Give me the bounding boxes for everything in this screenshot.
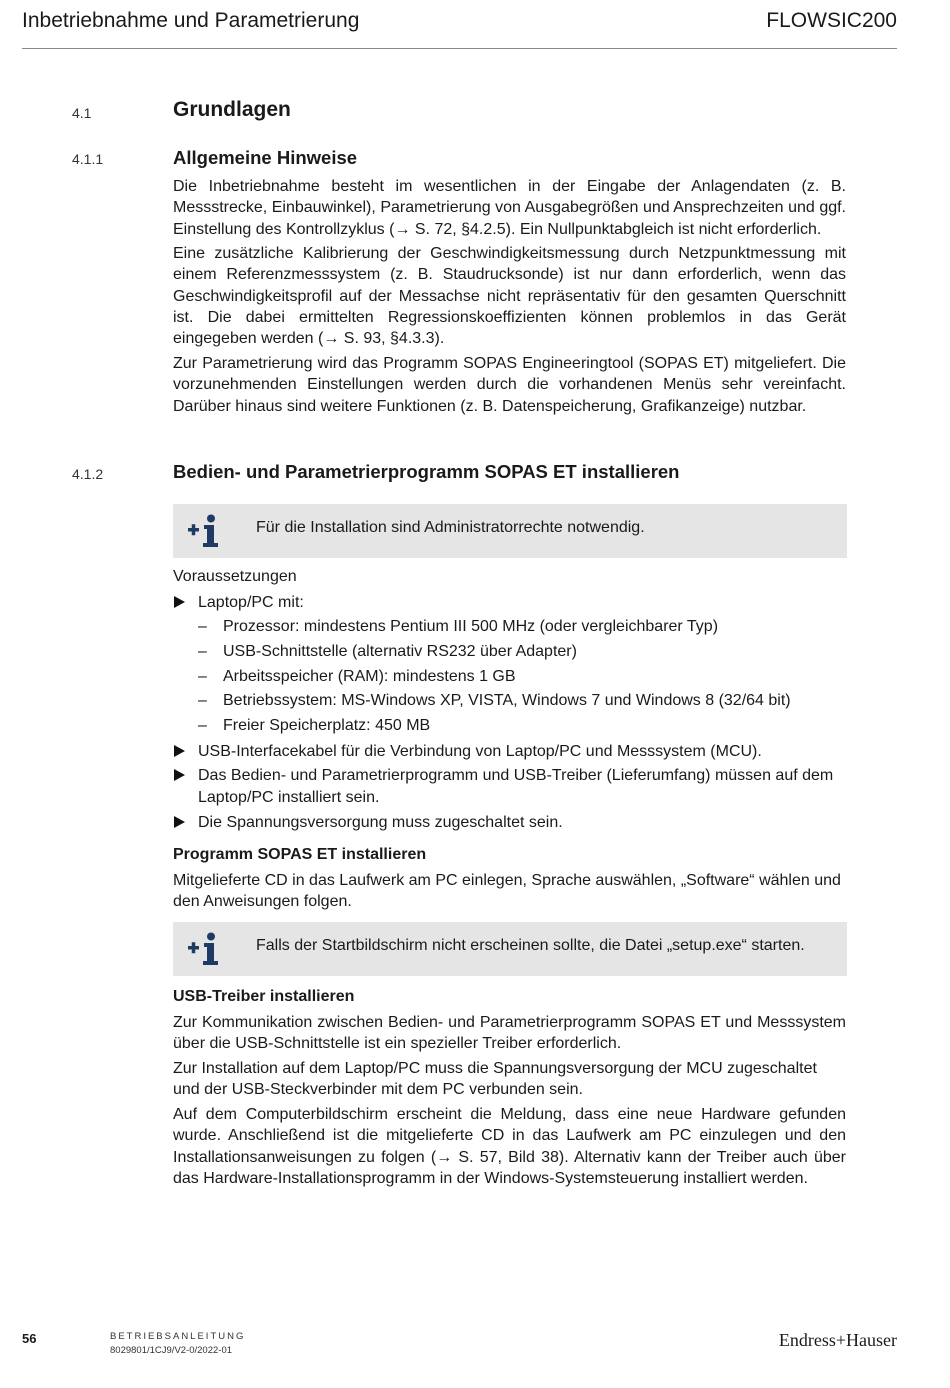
header-rule	[22, 48, 897, 49]
brand-logo: Endress+Hauser	[778, 1330, 897, 1350]
running-header-title: Inbetriebnahme und Parametrierung	[22, 9, 360, 32]
paragraph: Zur Parametrierung wird das Programm SOPAS Engineeringtool (SOPAS ET) mitgeliefert. Die vorzunehmenden Einstellungen werden durch die vorhandenen Menüs sehr vereinfacht. Darüber hinaus sind weitere Funktionen (z. B. Datenspeicherung, Grafikanzeige) nutzbar.	[173, 355, 846, 415]
subsection-number: 4.1.1	[72, 151, 104, 167]
paragraph: Zur Kommunikation zwischen Bedien- und Parametrierprogramm SOPAS ET und Messsystem über die USB-Schnittstelle ist ein spezieller Treiber erforderlich.	[173, 1014, 846, 1053]
triangle-bullet-icon	[174, 596, 185, 608]
document-code: 8029801/1CJ9/V2-0/2022-01	[110, 1345, 233, 1356]
triangle-bullet-icon	[174, 745, 185, 757]
paragraph: Eine zusätzliche Kalibrierung der Geschwindigkeitsmessung durch Netzpunktmessung mit einem Referenzmesssystem (z. B. Staudrucksonde) ist nur dann erforderlich, wenn das Geschwindigkeitsprofil auf der Messachse nicht repräsentativ für den gesamten Querschnitt ist. Die dabei ermittelten Regressionskoeffizienten können problemlos in das Gerät eingegeben werden (→ S. 93, §4.3.3).	[173, 245, 846, 348]
paragraph: Mitgelieferte CD in das Laufwerk am PC einlegen, Sprache auswählen, „Software“ wählen und den Anweisungen folgen.	[173, 872, 841, 911]
note-box	[173, 922, 847, 976]
page-number: 56	[22, 1331, 37, 1346]
subsection-number: 4.1.2	[72, 466, 104, 482]
prerequisites-label: Voraussetzungen	[173, 568, 297, 585]
paragraph: Die Inbetriebnahme besteht im wesentlichen in der Eingabe der Anlagendaten (z. B. Messstrecke, Einbauwinkel), Parametrierung von Ausgabegrößen und Ansprechzeiten und ggf. Einstellung des Kontrollzyklus (→ S. 72, §4.2.5). Ein Nullpunktabgleich ist nicht erforderlich.	[173, 178, 846, 238]
paragraph: Zur Installation auf dem Laptop/PC muss die Spannungsversorgung der MCU zugeschaltet und der USB-Steckverbinder mit dem PC verbunden sein.	[173, 1060, 817, 1099]
subsection-title: Allgemeine Hinweise	[173, 147, 358, 168]
triangle-bullet-icon	[174, 769, 185, 781]
note-text: Für die Installation sind Administratorrechte notwendig.	[256, 519, 645, 536]
info-icon	[187, 514, 223, 548]
section-number: 4.1	[72, 105, 92, 121]
note-text: Falls der Startbildschirm nicht erscheinen sollte, die Datei „setup.exe“ starten.	[256, 937, 805, 954]
subsection-title: Bedien- und Parametrierprogramm SOPAS ET installieren	[173, 461, 680, 482]
info-icon	[187, 932, 223, 966]
running-header-product: FLOWSIC200	[766, 9, 897, 32]
usb-driver-heading: USB-Treiber installieren	[173, 988, 355, 1005]
paragraph: Auf dem Computerbildschirm erscheint die Meldung, dass eine neue Hardware gefunden wurde. Anschließend ist die mitgelieferte CD in das Laufwerk am PC einzulegen und den Installationsanweisungen zu folgen (→ S. 57, Bild 38). Alternativ kann der Treiber auch über das Hardware-Installationsprogramm in der Windows-Systemsteuerung installiert werden.	[173, 1106, 846, 1187]
triangle-bullet-icon	[174, 816, 185, 828]
section-title: Grundlagen	[173, 98, 291, 121]
document-type: BETRIEBSANLEITUNG	[110, 1331, 246, 1342]
install-heading: Programm SOPAS ET installieren	[173, 846, 427, 863]
note-box	[173, 504, 847, 558]
